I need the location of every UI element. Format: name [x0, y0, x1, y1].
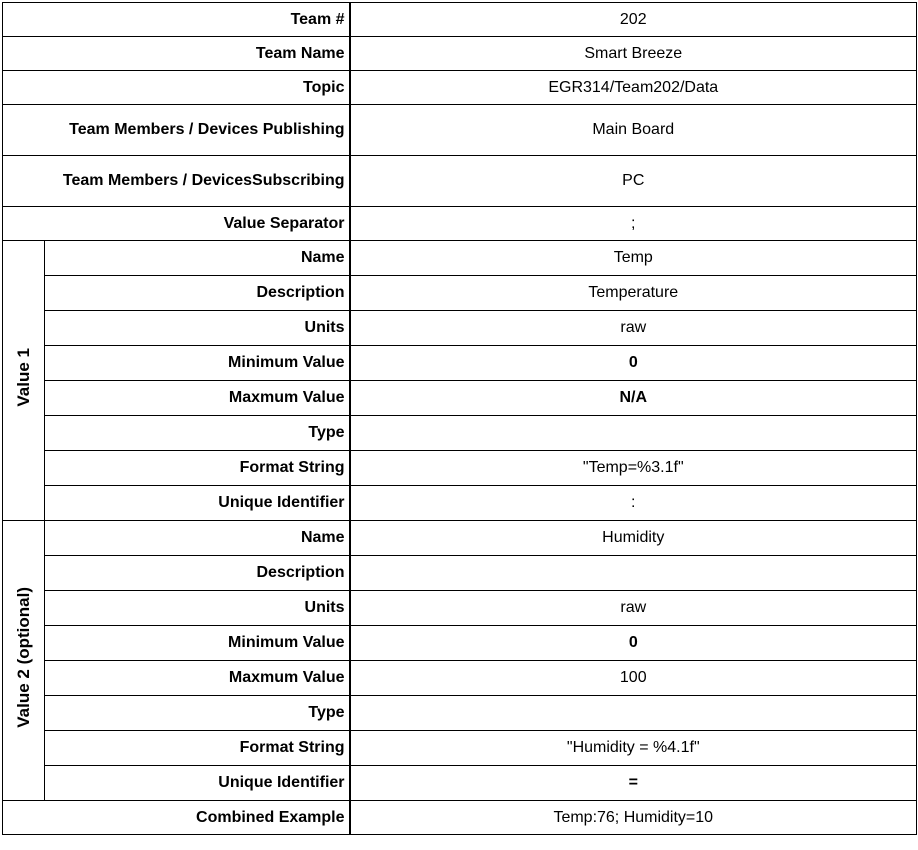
value1-description-value: Temperature [350, 276, 917, 311]
value2-group-label: Value 2 (optional) [13, 587, 33, 728]
combined-example-label: Combined Example [3, 801, 350, 835]
table-row [3, 37, 917, 71]
value1-uid-label: Unique Identifier [45, 486, 350, 521]
table-row [3, 105, 917, 156]
team-number-label: Team # [3, 3, 350, 37]
value2-min-value: 0 [350, 626, 917, 661]
table-row [3, 207, 917, 241]
subscribing-value: PC [350, 156, 917, 207]
table-row [3, 731, 917, 766]
value1-name-label: Name [45, 241, 350, 276]
value2-max-value: 100 [350, 661, 917, 696]
table-row [3, 696, 917, 731]
value2-units-value: raw [350, 591, 917, 626]
table-row [3, 3, 917, 37]
value1-description-label: Description [45, 276, 350, 311]
table-row [3, 556, 917, 591]
value2-uid-value: = [350, 766, 917, 801]
value1-units-label: Units [45, 311, 350, 346]
value2-units-label: Units [45, 591, 350, 626]
table-row [3, 276, 917, 311]
team-number-value: 202 [350, 3, 917, 37]
value1-format-label: Format String [45, 451, 350, 486]
value2-format-value: "Humidity = %4.1f" [350, 731, 917, 766]
value1-min-value: 0 [350, 346, 917, 381]
table-row [3, 661, 917, 696]
value2-type-label: Type [45, 696, 350, 731]
value2-name-label: Name [45, 521, 350, 556]
table-row [3, 486, 917, 521]
value2-uid-label: Unique Identifier [45, 766, 350, 801]
table-row [3, 801, 917, 835]
value2-max-label: Maxmum Value [45, 661, 350, 696]
table-row [3, 451, 917, 486]
value1-min-label: Minimum Value [45, 346, 350, 381]
value1-units-value: raw [350, 311, 917, 346]
mqtt-spec-table [2, 2, 917, 835]
table-row [3, 766, 917, 801]
subscribing-label: Team Members / DevicesSubscribing [3, 156, 350, 207]
table-row [3, 241, 917, 276]
value1-type-label: Type [45, 416, 350, 451]
value2-min-label: Minimum Value [45, 626, 350, 661]
value-separator-label: Value Separator [3, 207, 350, 241]
value1-group-cell [3, 241, 45, 521]
table-row [3, 416, 917, 451]
table-row [3, 521, 917, 556]
value1-max-label: Maxmum Value [45, 381, 350, 416]
value1-group-label: Value 1 [13, 348, 33, 407]
publishing-value: Main Board [350, 105, 917, 156]
value2-description-value [350, 556, 917, 591]
value-separator-value: ; [350, 207, 917, 241]
table-row [3, 591, 917, 626]
value2-group-cell [3, 521, 45, 801]
value2-description-label: Description [45, 556, 350, 591]
value2-type-value [350, 696, 917, 731]
table-row [3, 626, 917, 661]
topic-value: EGR314/Team202/Data [350, 71, 917, 105]
value1-uid-value: : [350, 486, 917, 521]
table-row [3, 381, 917, 416]
value1-name-value: Temp [350, 241, 917, 276]
value1-max-value: N/A [350, 381, 917, 416]
table-row [3, 311, 917, 346]
value2-format-label: Format String [45, 731, 350, 766]
table-row [3, 156, 917, 207]
table-row [3, 346, 917, 381]
combined-example-value: Temp:76; Humidity=10 [350, 801, 917, 835]
team-name-value: Smart Breeze [350, 37, 917, 71]
value1-type-value [350, 416, 917, 451]
team-name-label: Team Name [3, 37, 350, 71]
publishing-label: Team Members / Devices Publishing [3, 105, 350, 156]
value2-name-value: Humidity [350, 521, 917, 556]
value1-format-value: "Temp=%3.1f" [350, 451, 917, 486]
topic-label: Topic [3, 71, 350, 105]
table-row [3, 71, 917, 105]
